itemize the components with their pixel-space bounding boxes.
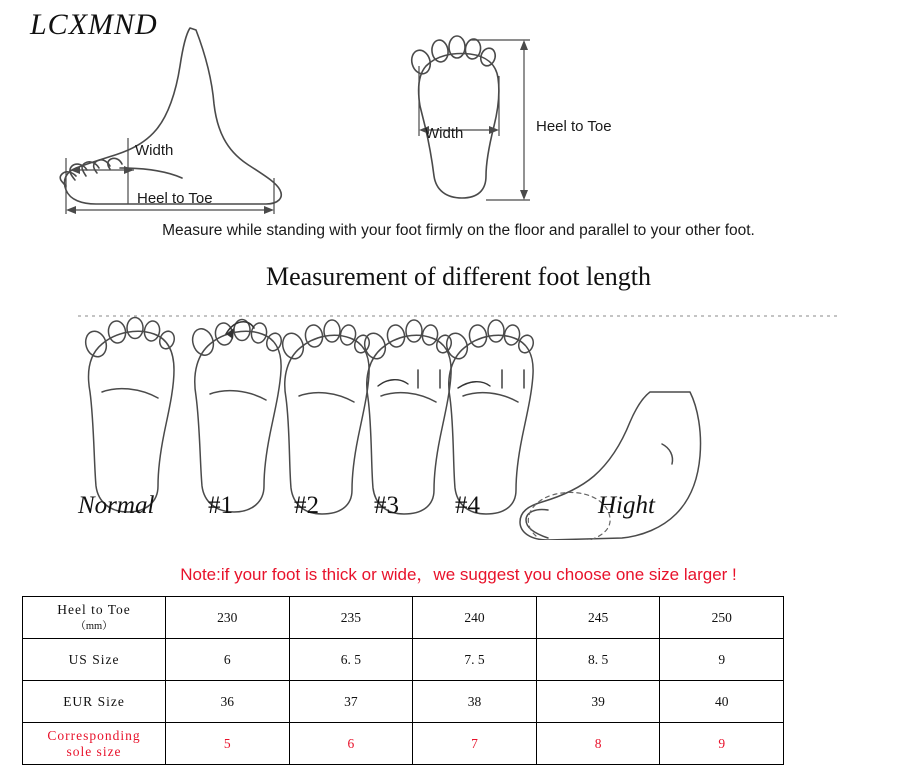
foot-type-labels	[0, 492, 917, 532]
foot-label-normal: Normal	[78, 492, 155, 519]
cell: 37	[289, 681, 413, 723]
size-warning-note: Note:if your foot is thick or wide，we suggest you choose one size larger !	[180, 565, 737, 584]
table-row	[23, 723, 784, 765]
foot-label-1: #1	[208, 492, 233, 519]
row-header-us-size: US Size	[23, 639, 166, 681]
foot-label-hight: Hight	[598, 492, 655, 519]
cell: 6	[289, 723, 413, 765]
foot-label-3: #3	[374, 492, 399, 519]
cell: 9	[660, 723, 784, 765]
measure-instruction: Measure while standing with your foot firmly on the floor and parallel to your other foot.	[162, 222, 755, 239]
cell: 240	[413, 597, 537, 639]
table-row	[23, 597, 784, 639]
table-row	[23, 639, 784, 681]
cell: 7. 5	[413, 639, 537, 681]
top-length-label: Heel to Toe	[536, 118, 612, 135]
row-header-eur-size: EUR Size	[23, 681, 166, 723]
foot-measure-svg	[0, 18, 917, 218]
section-title: Measurement of different foot length	[265, 262, 652, 291]
cell: 6. 5	[289, 639, 413, 681]
foot-label-4: #4	[455, 492, 480, 519]
row-header-sole-size: Corresponding sole size	[23, 723, 166, 765]
foot-measure-diagram	[0, 18, 917, 218]
cell: 38	[413, 681, 537, 723]
size-chart-table	[22, 596, 784, 765]
cell: 230	[166, 597, 290, 639]
cell: 39	[536, 681, 660, 723]
cell: 36	[166, 681, 290, 723]
top-width-label: Width	[425, 125, 464, 142]
cell: 40	[660, 681, 784, 723]
cell: 245	[536, 597, 660, 639]
cell: 8. 5	[536, 639, 660, 681]
cell: 250	[660, 597, 784, 639]
cell: 9	[660, 639, 784, 681]
side-width-label: Width	[135, 142, 174, 159]
cell: 8	[536, 723, 660, 765]
cell: 235	[289, 597, 413, 639]
foot-label-2: #2	[294, 492, 319, 519]
table-row	[23, 681, 784, 723]
side-length-label: Heel to Toe	[137, 190, 213, 207]
cell: 7	[413, 723, 537, 765]
cell: 5	[166, 723, 290, 765]
cell: 6	[166, 639, 290, 681]
brand-logo: LCXMND	[30, 8, 158, 41]
row-header-heel-to-toe: Heel to Toe （mm）	[23, 597, 166, 639]
